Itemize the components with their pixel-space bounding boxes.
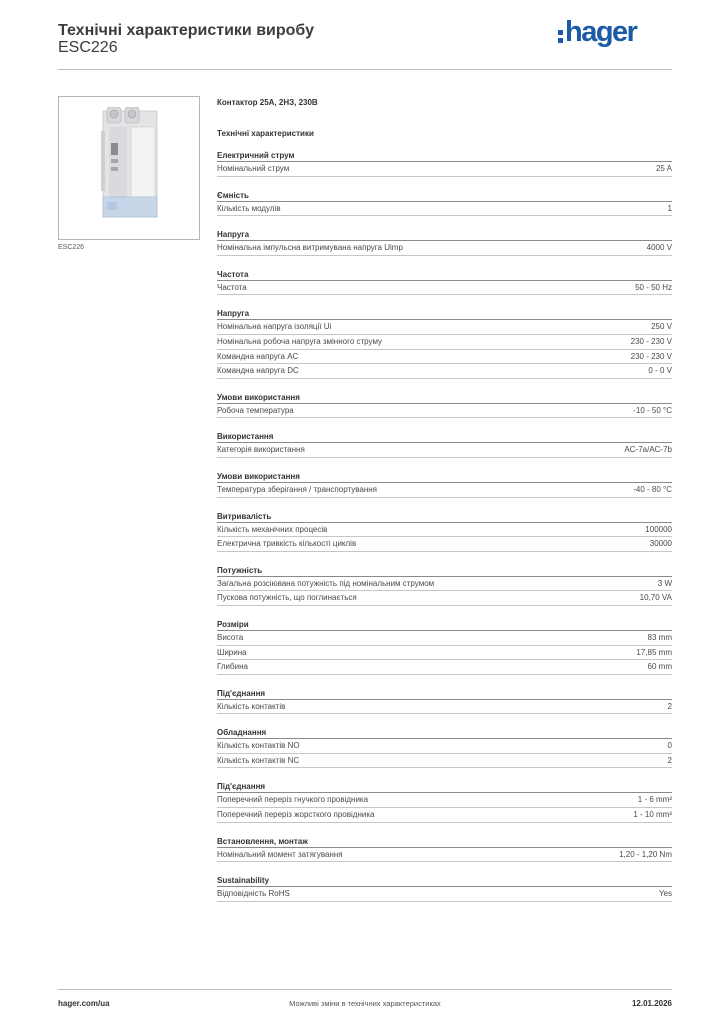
spec-group (217, 511, 672, 552)
spec-label: Відповідність RoHS (217, 889, 290, 899)
spec-group (217, 471, 672, 498)
spec-value: 10,70 VA (639, 593, 672, 603)
spec-label: Глибина (217, 662, 248, 672)
product-image (58, 96, 200, 240)
spec-value: 1 - 6 mm² (637, 795, 672, 805)
spec-label: Робоча температура (217, 405, 294, 415)
page-subtitle: ESC226 (58, 39, 118, 56)
spec-label: Номінальна напруга ізоляції Ui (217, 322, 332, 332)
spec-label: Електрична тривкість кількості циклів (217, 539, 357, 549)
spec-group-title: Частота (217, 269, 672, 281)
hager-logo (558, 16, 654, 50)
spec-label: Пускова потужність, що поглинається (217, 593, 357, 603)
spec-value: 230 - 230 V (630, 351, 672, 361)
spec-label: Кількість механічних процесів (217, 524, 328, 534)
spec-value: 83 mm (647, 632, 672, 642)
spec-label: Ширина (217, 647, 247, 657)
spec-row (217, 364, 672, 379)
footer-date: 12.01.2026 (631, 999, 672, 1008)
spec-value: 250 V (651, 322, 672, 332)
spec-row (217, 350, 672, 365)
spec-label: Кількість контактів NC (217, 755, 300, 765)
page-title: Технічні характеристики виробу (58, 22, 314, 39)
spec-value: Yes (658, 889, 672, 899)
spec-group-title: Розміри (217, 619, 672, 631)
spec-label: Частота (217, 282, 247, 292)
spec-row (217, 483, 672, 498)
spec-group-title: Умови використання (217, 392, 672, 404)
footer-website[interactable]: hager.com/ua (58, 999, 110, 1008)
spec-value: 60 mm (647, 662, 672, 672)
spec-row (217, 202, 672, 217)
product-name: Контактор 25A, 2НЗ, 230В (217, 98, 318, 107)
spec-label: Температура зберігання / транспортування (217, 484, 378, 494)
logo-dots-icon (558, 30, 563, 46)
spec-row (217, 577, 672, 592)
spec-row (217, 739, 672, 754)
spec-row (217, 700, 672, 715)
spec-group-title: Встановлення, монтаж (217, 836, 672, 848)
spec-value: 30000 (649, 539, 672, 549)
spec-group (217, 150, 672, 177)
spec-value: 1 - 10 mm² (633, 810, 672, 820)
spec-row (217, 335, 672, 350)
spec-row (217, 162, 672, 177)
spec-label: Кількість контактів NO (217, 741, 300, 751)
spec-row (217, 443, 672, 458)
spec-value: -10 - 50 °C (633, 405, 672, 415)
spec-label: Командна напруга DC (217, 366, 299, 376)
spec-label: Номінальна імпульсна витримувана напруга Uimp (217, 243, 403, 253)
spec-group-title: Потужність (217, 565, 672, 577)
spec-row (217, 523, 672, 538)
spec-value: -40 - 80 °C (633, 484, 672, 494)
spec-content (217, 97, 672, 902)
spec-row (217, 320, 672, 335)
spec-group (217, 727, 672, 768)
spec-row (217, 808, 672, 823)
spec-row (217, 887, 672, 902)
spec-value: 4000 V (646, 243, 672, 253)
spec-value: AC-7a/AC-7b (624, 445, 672, 455)
spec-group (217, 836, 672, 863)
spec-group-title: Під'єднання (217, 781, 672, 793)
spec-label: Номінальна робоча напруга змінного струму (217, 336, 383, 346)
spec-group-title: Електричний струм (217, 150, 672, 162)
spec-value: 50 - 50 Hz (635, 282, 672, 292)
spec-group-title: Під'єднання (217, 688, 672, 700)
spec-group (217, 875, 672, 902)
spec-row (217, 660, 672, 675)
spec-group (217, 392, 672, 419)
spec-group-title: Напруга (217, 229, 672, 241)
spec-group (217, 308, 672, 378)
spec-group (217, 190, 672, 217)
spec-row (217, 631, 672, 646)
spec-label: Висота (217, 632, 244, 642)
spec-row (217, 646, 672, 661)
spec-label: Категорія використання (217, 445, 305, 455)
spec-label: Поперечний переріз гнучкого провідника (217, 795, 369, 805)
spec-value: 230 - 230 V (630, 336, 672, 346)
image-caption: ESC226 (58, 244, 85, 251)
spec-value: 2 (667, 755, 672, 765)
spec-row (217, 754, 672, 769)
spec-value: 17,85 mm (636, 647, 672, 657)
section-heading: Технічні характеристики (217, 129, 314, 138)
spec-value: 1 (667, 203, 672, 213)
spec-label: Поперечний переріз жорсткого провідника (217, 810, 375, 820)
spec-group-title: Sustainability (217, 875, 672, 887)
page-footer (58, 989, 672, 1013)
spec-group (217, 688, 672, 715)
spec-group-title: Напруга (217, 308, 672, 320)
spec-label: Номінальний момент затягування (217, 849, 343, 859)
spec-row (217, 591, 672, 606)
spec-value: 2 (667, 701, 672, 711)
spec-label: Кількість контактів (217, 701, 286, 711)
spec-group-title: Обладнання (217, 727, 672, 739)
spec-group (217, 781, 672, 822)
page-header (58, 16, 672, 70)
spec-group-title: Ємність (217, 190, 672, 202)
spec-value: 3 W (657, 578, 672, 588)
spec-row (217, 793, 672, 808)
spec-group (217, 565, 672, 606)
spec-row (217, 537, 672, 552)
spec-value: 0 - 0 V (648, 366, 672, 376)
spec-row (217, 241, 672, 256)
spec-group (217, 229, 672, 256)
contactor-icon (101, 107, 159, 221)
spec-group (217, 431, 672, 458)
spec-row (217, 281, 672, 296)
spec-label: Номінальний струм (217, 164, 290, 173)
spec-group-title: Витривалість (217, 511, 672, 523)
logo-wordmark: hager (565, 16, 637, 48)
spec-group-title: Використання (217, 431, 672, 443)
spec-label: Командна напруга AC (217, 351, 299, 361)
footer-disclaimer: Можливі зміни в технічних характеристиках (289, 999, 441, 1008)
spec-row (217, 848, 672, 863)
spec-label: Кількість модулів (217, 203, 281, 213)
spec-value: 100000 (645, 524, 672, 534)
spec-groups (217, 150, 672, 902)
spec-group (217, 619, 672, 675)
spec-value: 0 (667, 741, 672, 751)
spec-group (217, 269, 672, 296)
spec-value: 1,20 - 1,20 Nm (619, 849, 672, 859)
spec-value: 25 A (655, 164, 672, 173)
spec-row (217, 404, 672, 419)
spec-label: Загальна розсіювана потужність під номінальним струмом (217, 578, 435, 588)
spec-group-title: Умови використання (217, 471, 672, 483)
